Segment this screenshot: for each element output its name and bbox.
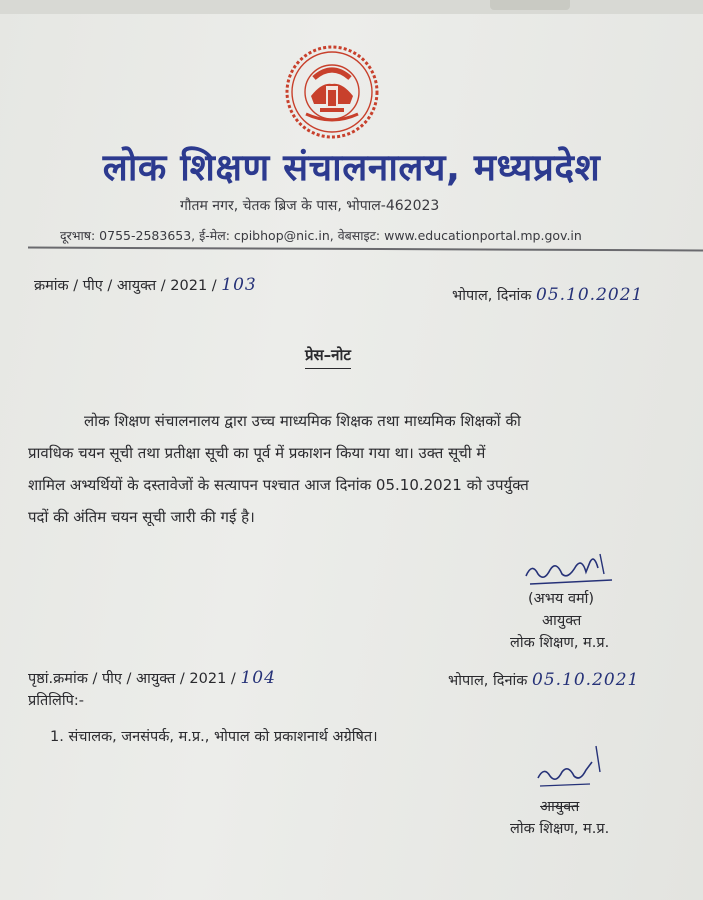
endorsement-number <box>28 668 276 688</box>
reference-date-handwritten: 05.10.2021 <box>536 285 644 305</box>
press-note-line: शामिल अभ्यर्थियों के दस्तावेजों के सत्यापन पश्चात आज दिनांक 05.10.2021 को उपर्युक्त <box>28 476 529 494</box>
signature-mark-icon <box>530 742 610 792</box>
signature-name: (अभय वर्मा) <box>528 591 595 607</box>
reference-number-handwritten: 103 <box>221 275 257 295</box>
endorsement-date-handwritten: 05.10.2021 <box>532 670 640 690</box>
press-note-line: पदों की अंतिम चयन सूची जारी की गई है। <box>28 508 255 526</box>
endorsement-number-printed: पृष्ठां.क्रमांक / पीए / आयुक्त / 2021 / <box>28 671 236 687</box>
signature-mark-icon <box>520 548 620 588</box>
paper-clip-tab <box>490 0 570 10</box>
reference-date <box>452 285 643 305</box>
department-contact: दूरभाष: 0755-2583653, ई-मेल: cpibhop@nic.in, वेबसाइट: www.educationportal.mp.gov.in <box>60 228 582 243</box>
page-top-edge <box>0 0 703 14</box>
endorsement-number-handwritten: 104 <box>240 668 276 688</box>
reference-number-printed: क्रमांक / पीए / आयुक्त / 2021 / <box>34 278 217 294</box>
press-note-line: लोक शिक्षण संचालनालय द्वारा उच्च माध्यमिक शिक्षक तथा माध्यमिक शिक्षकों की <box>84 412 521 430</box>
reference-date-printed: भोपाल, दिनांक <box>452 288 532 304</box>
header-divider <box>28 247 703 252</box>
signature2-designation: आयुक्त <box>540 799 580 815</box>
signature-office: लोक शिक्षण, म.प्र. <box>510 635 610 651</box>
copy-item: 1. संचालक, जनसंपर्क, म.प्र., भोपाल को प्रकाशनार्थ अग्रेषित। <box>50 729 378 745</box>
endorsement-date-printed: भोपाल, दिनांक <box>448 673 528 689</box>
reference-number <box>34 275 257 295</box>
department-title: लोक शिक्षण संचालनालय, मध्यप्रदेश <box>102 146 601 189</box>
copy-label: प्रतिलिपि:- <box>28 693 84 709</box>
endorsement-date <box>448 670 639 690</box>
signature2-office: लोक शिक्षण, म.प्र. <box>510 821 610 837</box>
press-note-body <box>28 405 644 533</box>
press-note-line: प्रावधिक चयन सूची तथा प्रतीक्षा सूची का पूर्व में प्रकाशन किया गया था। उक्त सूची में <box>28 444 486 462</box>
mp-state-emblem-icon <box>284 44 380 140</box>
signature-designation: आयुक्त <box>542 613 582 629</box>
department-address: गौतम नगर, चेतक ब्रिज के पास, भोपाल-462023 <box>180 198 440 214</box>
press-note-title: प्रेस–नोट <box>305 345 351 369</box>
